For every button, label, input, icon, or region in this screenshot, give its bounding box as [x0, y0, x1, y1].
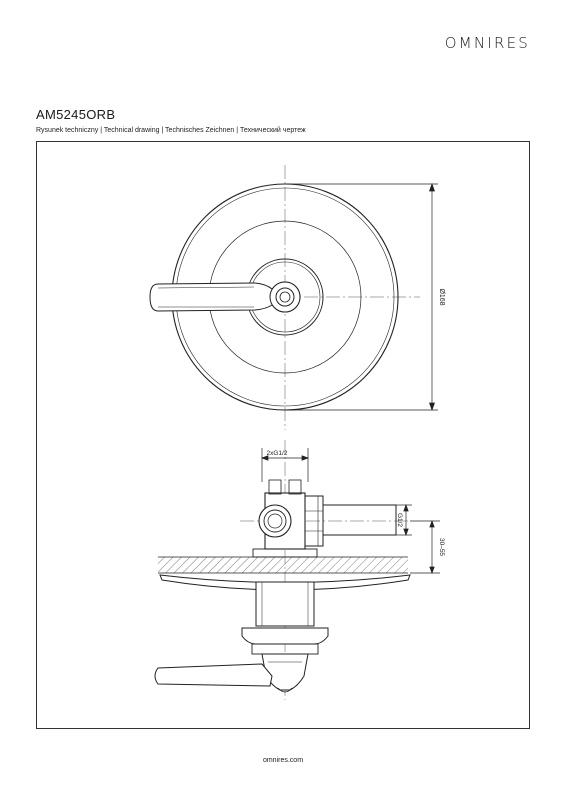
- thread-pair-label: 2xG1/2: [266, 450, 288, 457]
- drawing-subtitle: Rysunek techniczny | Technical drawing | Technisches Zeichnen | Технический чертеж: [36, 127, 306, 134]
- footer-url[interactable]: omnires.com: [262, 757, 304, 764]
- handle-profile: [155, 664, 272, 686]
- wall-hatch: [158, 557, 408, 573]
- model-number: AM5245ORB: [36, 107, 116, 122]
- front-view: [150, 165, 420, 430]
- technical-drawing: [36, 141, 530, 729]
- depth-label: 30–55: [438, 537, 445, 557]
- depth-dimension: [410, 521, 440, 573]
- brand-logo: OMNIRES: [444, 34, 530, 52]
- thread-label: G1/2: [396, 512, 403, 528]
- side-view: [155, 440, 410, 700]
- diameter-label: Ø168: [438, 288, 445, 306]
